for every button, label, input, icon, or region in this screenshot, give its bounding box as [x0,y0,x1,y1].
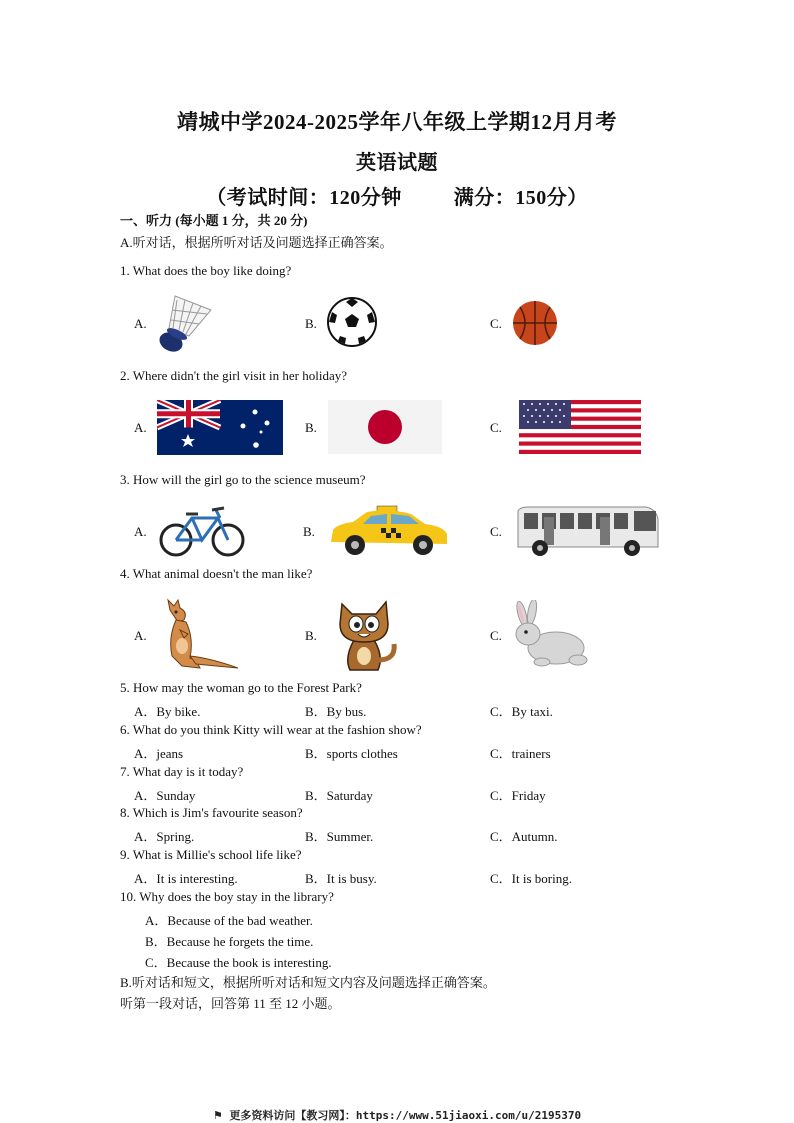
q4-option-b-label: B. [305,628,317,643]
section-heading-listening: 一、听力 (每小题 1 分，共 20 分) [120,213,308,228]
q4-option-c-label: C. [490,628,502,643]
australia-flag-icon [157,400,283,455]
q10-option-c: C．Because the book is interesting. [145,955,332,970]
question-7: 7. What day is it today? [120,764,244,779]
kangaroo-icon [160,598,240,672]
part-a-instruction: A.听对话，根据所听对话及问题选择正确答案。 [120,235,393,250]
q7-option-a: A．Sunday [134,788,196,803]
badminton-shuttlecock-icon [155,290,215,356]
q9-option-b: B．It is busy. [305,871,377,886]
question-4: 4. What animal doesn't the man like? [120,566,313,581]
q1-option-c-label: C. [490,316,502,331]
q9-option-a: A．It is interesting. [134,871,238,886]
q7-option-c: C．Friday [490,788,546,803]
q2-option-c-label: C. [490,420,502,435]
q2-option-b-label: B. [305,420,317,435]
q1-option-a-label: A. [134,316,147,331]
part-b-instruction: B.听对话和短文，根据所听对话和短文内容及问题选择正确答案。 [120,975,496,990]
q8-option-a: A．Spring. [134,829,195,844]
q6-option-a: A．jeans [134,746,184,761]
question-3: 3. How will the girl go to the science museum? [120,472,366,487]
question-2: 2. Where didn't the girl visit in her holiday? [120,368,348,383]
question-8: 8. Which is Jim's favourite season? [120,805,303,820]
q3-option-b-label: B. [303,524,315,539]
q10-option-a: A．Because of the bad weather. [145,913,313,928]
q7-option-b: B．Saturday [305,788,373,803]
bus-icon [516,505,660,557]
q8-option-c: C．Autumn. [490,829,558,844]
question-9: 9. What is Millie's school life like? [120,847,302,862]
q8-option-b: B．Summer. [305,829,374,844]
q10-option-b: B．Because he forgets the time. [145,934,314,949]
question-10: 10. Why does the boy stay in the library? [120,889,334,904]
exam-time: （考试时间：120分钟 [206,187,402,209]
footer-link[interactable]: 更多资料访问【教习网】：https://www.51jiaoxi.com/u/2195370 [229,1109,582,1122]
japan-flag-icon [328,400,442,454]
taxi-icon [327,504,451,556]
q6-option-b: B．sports clothes [305,746,398,761]
exam-info [0,181,794,210]
usa-flag-icon [519,400,641,454]
q5-option-b: B．By bus. [305,704,367,719]
q5-option-a: A．By bike. [134,704,201,719]
soccer-ball-icon [326,296,378,348]
q1-option-b-label: B. [305,316,317,331]
q6-option-c: C．trainers [490,746,551,761]
exam-title: 靖城中学2024-2025学年八年级上学期12月月考 [177,110,617,134]
bicycle-icon [158,502,246,558]
exam-subject: 英语试题 [356,152,438,174]
q2-option-a-label: A. [134,420,147,435]
rabbit-icon [512,600,588,668]
q4-option-a-label: A. [134,628,147,643]
q3-option-c-label: C. [490,524,502,539]
part-b-sub-instruction: 听第一段对话，回答第 11 至 12 小题。 [120,996,341,1011]
basketball-icon [512,300,558,346]
q9-option-c: C．It is boring. [490,871,572,886]
question-6: 6. What do you think Kitty will wear at the fashion show? [120,722,422,737]
cat-icon [330,598,402,672]
question-1: 1. What does the boy like doing? [120,263,292,278]
q5-option-c: C．By taxi. [490,704,553,719]
exam-score: 满分：150分） [453,187,588,209]
q3-option-a-label: A. [134,524,147,539]
flag-icon: ⚑ [212,1109,223,1122]
footer [0,1107,794,1123]
question-5: 5. How may the woman go to the Forest Park? [120,680,362,695]
